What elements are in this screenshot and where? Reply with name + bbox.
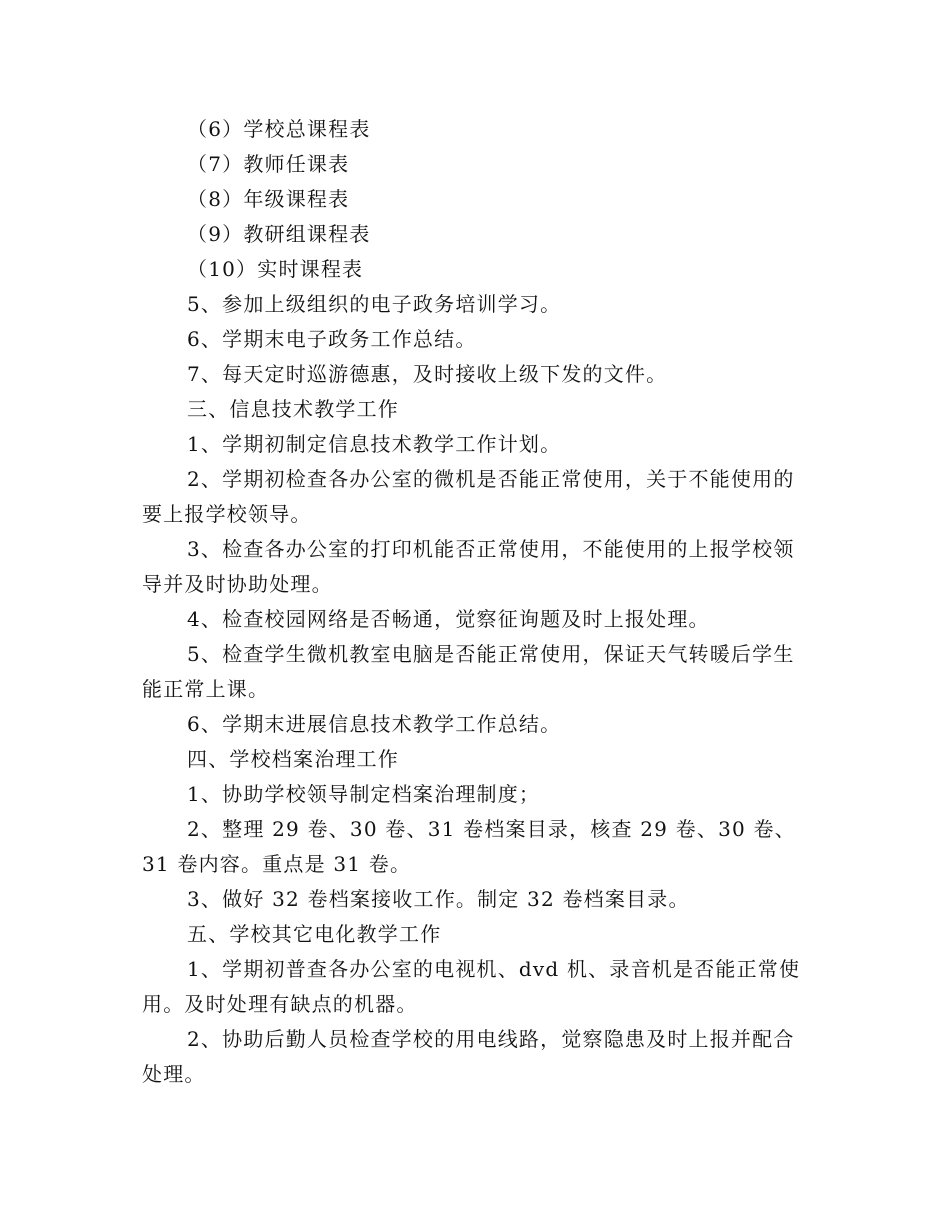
- text-line: （8）年级课程表: [187, 187, 350, 211]
- section-heading: 四、学校档案治理工作: [187, 747, 399, 771]
- section-heading: 五、学校其它电化教学工作: [187, 922, 442, 946]
- text-line: 4、检查校园网络是否畅通，觉察征询题及时上报处理。: [187, 607, 710, 631]
- text-line: 6、学期末进展信息技术教学工作总结。: [187, 712, 562, 736]
- paragraph: 1、学期初普查各办公室的电视机、dvd 机、录音机是否能正常使用。及时处理有缺点的机器。: [142, 957, 801, 1016]
- text-line: 5、参加上级组织的电子政务培训学习。: [187, 292, 562, 316]
- text-line: 6、学期末电子政务工作总结。: [187, 327, 477, 351]
- paragraph: 2、整理 29 卷、30 卷、31 卷档案目录，核查 29 卷、30 卷、31 卷内容。重点是 31 卷。: [142, 817, 796, 876]
- paragraph: 2、学期初检查各办公室的微机是否能正常使用，关于不能使用的要上报学校领导。: [142, 467, 795, 526]
- text-line: （7）教师任课表: [187, 152, 350, 176]
- paragraph: 3、检查各办公室的打印机能否正常使用，不能使用的上报学校领导并及时协助处理。: [142, 537, 795, 596]
- text-line: 7、每天定时巡游德惠，及时接收上级下发的文件。: [187, 362, 668, 386]
- text-line: （6）学校总课程表: [187, 117, 371, 141]
- paragraph: 5、检查学生微机教室电脑是否能正常使用，保证天气转暖后学生能正常上课。: [142, 642, 795, 701]
- text-line: 3、做好 32 卷档案接收工作。制定 32 卷档案目录。: [187, 887, 690, 911]
- text-line: （9）教研组课程表: [187, 222, 371, 246]
- section-heading: 三、信息技术教学工作: [187, 397, 399, 421]
- document-page: [142, 112, 812, 1092]
- text-line: 1、协助学校领导制定档案治理制度；: [187, 782, 541, 806]
- text-line: （10）实时课程表: [187, 257, 364, 281]
- text-line: 1、学期初制定信息技术教学工作计划。: [187, 432, 562, 456]
- paragraph: 2、协助后勤人员检查学校的用电线路，觉察隐患及时上报并配合处理。: [142, 1027, 795, 1086]
